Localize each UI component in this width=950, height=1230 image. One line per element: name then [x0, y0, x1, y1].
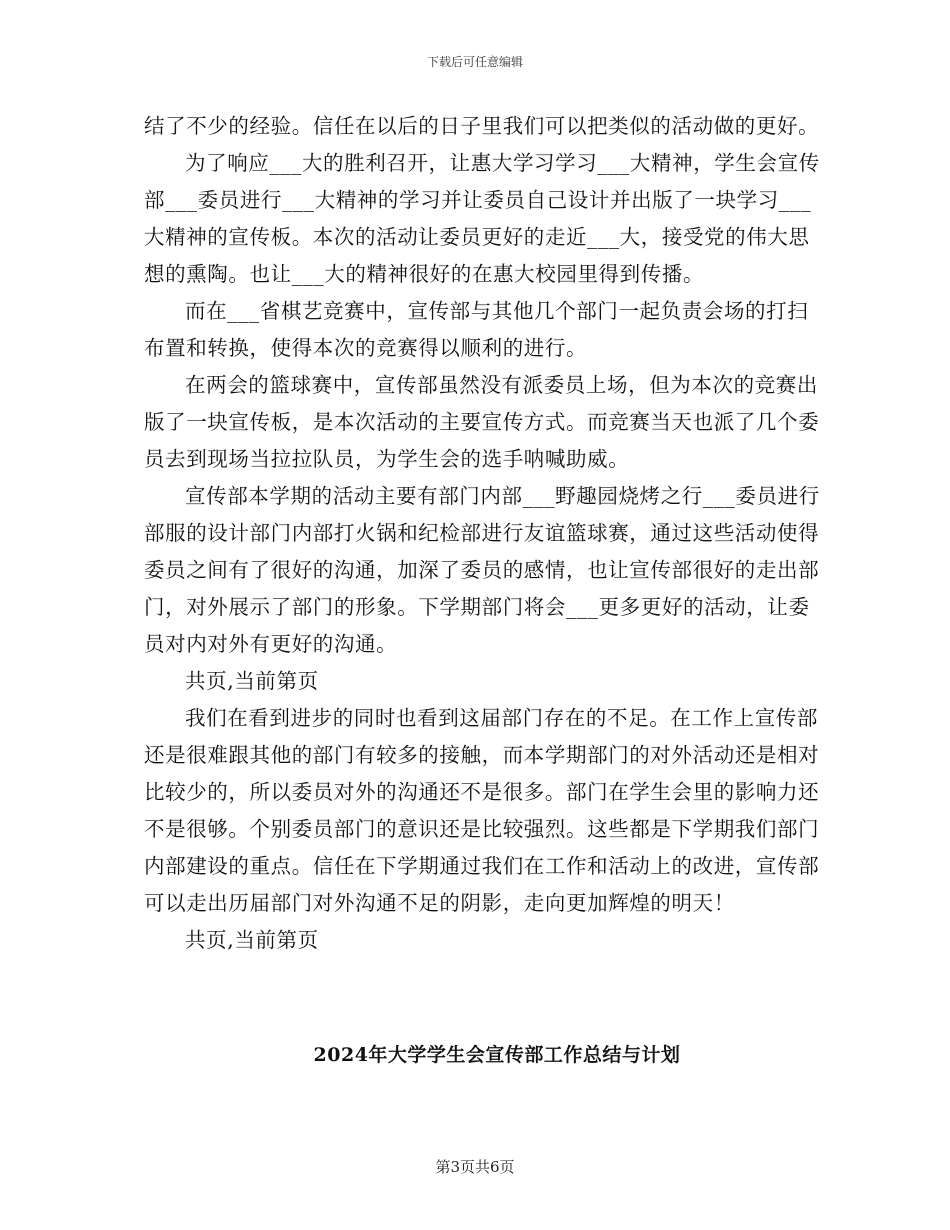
page-footer: 第3页共6页	[435, 1158, 515, 1176]
paragraph: 结了不少的经验。信任在以后的日子里我们可以把类似的活动做的更好。	[144, 114, 820, 138]
page-count-note: 共页,当前第页	[185, 669, 319, 693]
page-header: 下载后可任意编辑	[426, 55, 523, 69]
paragraph: 我们在看到进步的同时也看到这届部门存在的不足。在工作上宣传部还是很难跟其他的部门有较多的接触，而本学期部门的对外活动还是相对比较少的，所以委员对外的沟通还不是很多。部门在学生会里的影响力还不是很够。个别委员部门的意识还是比较强烈。这些都是下学期我们部门内部建设的重点。信任在下学期通过我们在工作和活动上的改进，宣传部可以走出历届部门对外沟通不足的阴影，走向更加辉煌的明天！	[144, 706, 820, 915]
document-title: 2024年大学学生会宣传部工作总结与计划	[313, 1044, 681, 1066]
paragraph: 在两会的篮球赛中，宣传部虽然没有派委员上场，但为本次的竞赛出版了一块宣传板，是本次活动的主要宣传方式。而竞赛当天也派了几个委员去到现场当拉拉队员，为学生会的选手呐喊助威。	[144, 373, 820, 471]
paragraph: 为了响应___大的胜利召开，让惠大学习学习___大精神，学生会宣传部___委员进行___大精神的学习并让委员自己设计并出版了一块学习___大精神的宣传板。本次的活动让委员更好的走近___大，接受党的伟大思想的熏陶。也让___大的精神很好的在惠大校园里得到传播。	[144, 151, 820, 286]
page-count-note: 共页,当前第页	[185, 928, 319, 952]
paragraph: 而在___省棋艺竞赛中，宣传部与其他几个部门一起负责会场的打扫布置和转换，使得本次的竞赛得以顺利的进行。	[144, 299, 809, 360]
paragraph: 宣传部本学期的活动主要有部门内部___野趣园烧烤之行___委员进行部服的设计部门内部打火锅和纪检部进行友谊篮球赛，通过这些活动使得委员之间有了很好的沟通，加深了委员的感情，也让宣传部很好的走出部门，对外展示了部门的形象。下学期部门将会___更多更好的活动，让委员对内对外有更好的沟通。	[144, 484, 820, 656]
document-body	[144, 108, 824, 959]
